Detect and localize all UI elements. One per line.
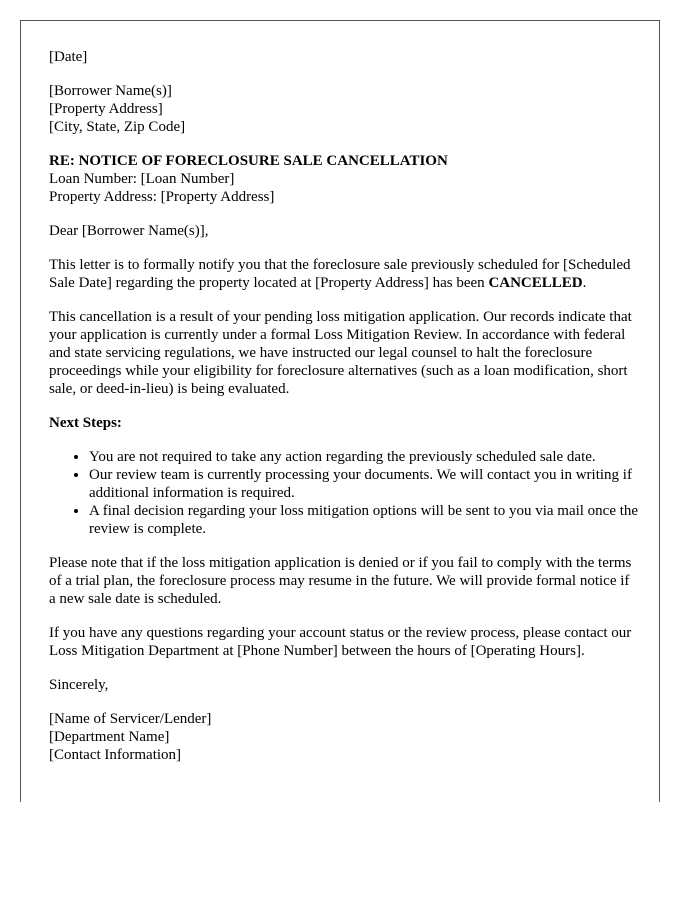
salutation: Dear [Borrower Name(s)], [49,223,209,239]
date-line [49,48,639,66]
paragraph-resume-notice: Please note that if the loss mitigation application is denied or if you fail to comply with the terms of a trial plan, the foreclosure process may resume in the future. We will provide formal notice if a new sale date is scheduled. [49,555,632,607]
re-subject: RE: NOTICE OF FORECLOSURE SALE CANCELLATION [49,153,448,169]
re-loan-number: Loan Number: [Loan Number] [49,171,235,187]
paragraph-reason: This cancellation is a result of your pending loss mitigation application. Our records indicate that your application is currently under a formal Loss Mitigation Review. In accordance with federal and state servicing regulations, we have instructed our legal counsel to halt the foreclosure proceedings while your eligibility for foreclosure alternatives (such as a loan modification, short sale, or deed-in-lieu) is being evaluated. [49,309,632,397]
recipient-city-state-zip: [City, State, Zip Code] [49,119,186,135]
paragraph-contact: If you have any questions regarding your account status or the review process, please contact our Loss Mitigation Department at [Phone Number] between the hours of [Operating Hours]. [49,625,632,659]
next-steps-heading: Next Steps: [49,415,122,431]
letter-body [49,48,639,780]
re-block [49,152,639,206]
recipient-name: [Borrower Name(s)] [49,83,172,99]
letter-date: [Date] [49,49,88,65]
signature-servicer: [Name of Servicer/Lender] [49,711,212,727]
paragraph-notification-text: This letter is to formally notify you that the foreclosure sale previously scheduled for [Scheduled Sale Date] regarding the property located at [Property Address] has been [49,257,631,291]
paragraph-notification [49,256,639,292]
signature-block [49,710,639,764]
paragraph-notification-end: . [582,275,587,291]
next-steps-list [49,448,639,538]
recipient-block [49,82,639,136]
next-step-item: • A final decision regarding your loss mitigation options will be sent to you via mail once the review is complete. [89,502,639,538]
next-step-item: • Our review team is currently processing your documents. We will contact you in writing if additional information is required. [89,466,639,502]
re-property-address: Property Address: [Property Address] [49,189,275,205]
signature-department: [Department Name] [49,729,170,745]
next-step-item: • You are not required to take any action regarding the previously scheduled sale date. [89,448,639,466]
closing: Sincerely, [49,677,109,693]
cancelled-emphasis: CANCELLED [488,275,583,291]
signature-contact: [Contact Information] [49,747,182,763]
recipient-address: [Property Address] [49,101,163,117]
letter-page [20,20,660,802]
